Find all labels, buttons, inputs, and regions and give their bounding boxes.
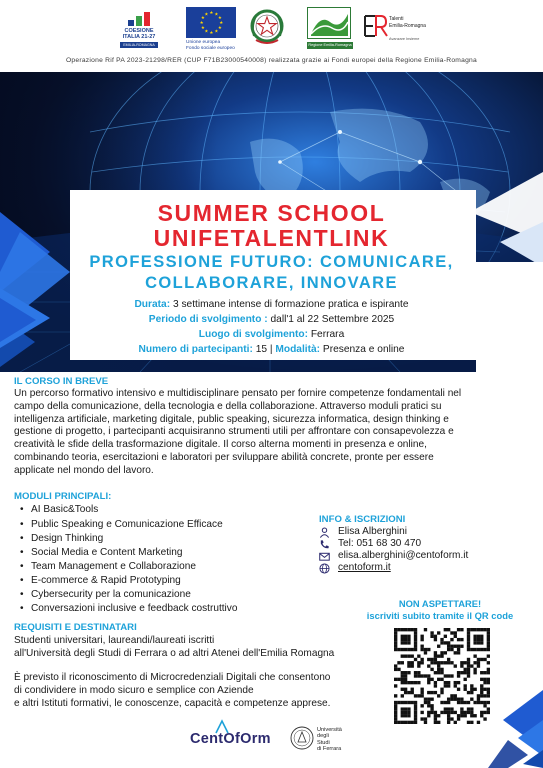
- eu-flag-icon: [186, 7, 236, 38]
- list-item: • Cybersecurity per la comunicazione: [20, 589, 191, 600]
- coesione-italia-logo: [118, 10, 160, 52]
- svg-text:★: ★: [214, 12, 219, 18]
- contact-email[interactable]: elisa.alberghini@centoform.it: [319, 550, 519, 563]
- talenti-label: Talenti Emilia-Romagna: [389, 16, 426, 29]
- svg-text:★: ★: [199, 21, 204, 26]
- requisiti-text: Studenti universitari, laureandi/laureati iscritti all'Università degli Studi di Ferrara o ad altri Atenei dell'Emilia Romagna: [14, 635, 335, 659]
- cta-heading: NON ASPETTARE!: [398, 598, 482, 609]
- talenti-tagline: Avanzare Insieme: [389, 37, 420, 41]
- requisiti-heading: REQUISITI E DESTINATARI: [14, 622, 137, 633]
- event-title-line1: SUMMER SCHOOL: [157, 200, 386, 226]
- contact-name: Elisa Alberghini: [319, 526, 519, 539]
- coesione-band: EMILIA-ROMAGNA: [120, 42, 158, 48]
- list-item: • Team Management e Collaborazione: [20, 561, 196, 572]
- periodo-line: Periodo di svolgimento : dall'1 al 22 Settembre 2025: [148, 314, 395, 325]
- cta-subtext: iscriviti subito tramite il QR code: [366, 610, 514, 621]
- regione-caption: Regione Emilia-Romagna: [308, 43, 352, 47]
- svg-text:★: ★: [200, 25, 205, 31]
- durata-line: Durata: 3 settimane intense di formazione pratica e ispirante: [134, 299, 409, 310]
- talenti-emilia-romagna-logo: [362, 10, 432, 46]
- person-icon: [319, 527, 330, 538]
- globe-icon: [319, 563, 330, 574]
- list-item: • AI Basic&Tools: [20, 504, 98, 515]
- qr-code-icon: [394, 628, 490, 724]
- svg-text:★: ★: [200, 16, 205, 22]
- list-item: • Conversazioni inclusive e feedback costruttivo: [20, 603, 237, 614]
- phone-icon: [319, 539, 330, 550]
- svg-text:★: ★: [214, 29, 219, 35]
- svg-text:★: ★: [217, 25, 222, 31]
- unife-logo: Università degli Studi di Ferrara: [290, 724, 350, 758]
- event-title-line2: UNIFETALENTLINK: [153, 225, 390, 251]
- regione-mark-icon: [307, 7, 351, 39]
- coesione-mark-icon: [128, 12, 150, 26]
- svg-text:★: ★: [217, 16, 222, 22]
- partecipanti-line: Numero di partecipanti: 15 | Modalità: Presenza e online: [138, 344, 405, 355]
- list-item: • Social Media e Content Marketing: [20, 547, 183, 558]
- moduli-heading: MODULI PRINCIPALI:: [14, 491, 112, 502]
- coesione-label: COESIONE ITALIA 21-27: [122, 28, 156, 40]
- svg-text:★: ★: [204, 12, 209, 18]
- repubblica-italiana-emblem-icon: [248, 6, 286, 52]
- svg-text:★: ★: [209, 11, 214, 17]
- email-icon: [319, 551, 330, 562]
- event-subtitle-line2: COLLABORARE, INNOVARE: [145, 274, 398, 292]
- event-subtitle-line1: PROFESSIONE FUTURO: COMUNICARE,: [89, 253, 454, 271]
- unife-seal-icon: [290, 726, 314, 750]
- blue-corner-decoration-bottom: [478, 680, 543, 768]
- svg-text:★: ★: [219, 21, 224, 26]
- contact-website[interactable]: centoform.it: [319, 562, 519, 575]
- svg-text:★: ★: [204, 29, 209, 35]
- regione-emilia-romagna-logo: [307, 7, 351, 51]
- list-item: • Design Thinking: [20, 533, 103, 544]
- eu-caption: Unione europea Fondo sociale europeo: [186, 40, 235, 51]
- eu-logo: [186, 7, 236, 51]
- svg-text:★: ★: [209, 30, 214, 36]
- centoform-logo: CentOfOrm: [190, 723, 280, 763]
- microcredenziali-text: È previsto il riconoscimento di Microcredenziali Digitali che consentono di condividere in modo sicuro e semplice con Aziende e altri Istituti formativi, le conoscenze, capacità e competenze apprese.: [14, 672, 331, 709]
- contact-phone[interactable]: Tel: 051 68 30 470: [319, 538, 519, 551]
- list-item: • E-commerce & Rapid Prototyping: [20, 575, 181, 586]
- talenti-mark-icon: [362, 12, 388, 42]
- operazione-reference: Operazione Rif PA 2023-21298/RER (CUP F71B23000540008) realizzata grazie ai Fondi europei della Regione Emilia-Romagna: [65, 57, 478, 64]
- qr-code[interactable]: [394, 628, 490, 724]
- corso-description: Un percorso formativo intensivo e multidisciplinare pensato per fornire competenze fondamentali nel campo della comunicazione, della tecnologia e della collaborazione. Attraverso moduli pratici su intelligenza artificiale, marketing digitale, public speaking, sicurezza informatica, design thinking e gestione di progetto, i partecipanti acquisiranno strumenti utili per affrontare con consapevolezza e creatività le sfide della trasformazione digitale. Il corso alterna momenti in presenza e online, combinando teoria, esercitazioni e laboratori per sviluppare abilità concrete, pronte per essere applicate nel mondo del lavoro.: [14, 388, 462, 476]
- corso-heading: IL CORSO IN BREVE: [14, 376, 109, 387]
- info-heading: INFO & ISCRIZIONI: [319, 514, 406, 525]
- partner-logos: [0, 0, 543, 56]
- list-item: • Public Speaking e Comunicazione Efficace: [20, 519, 223, 530]
- luogo-line: Luogo di svolgimento: Ferrara: [198, 329, 345, 340]
